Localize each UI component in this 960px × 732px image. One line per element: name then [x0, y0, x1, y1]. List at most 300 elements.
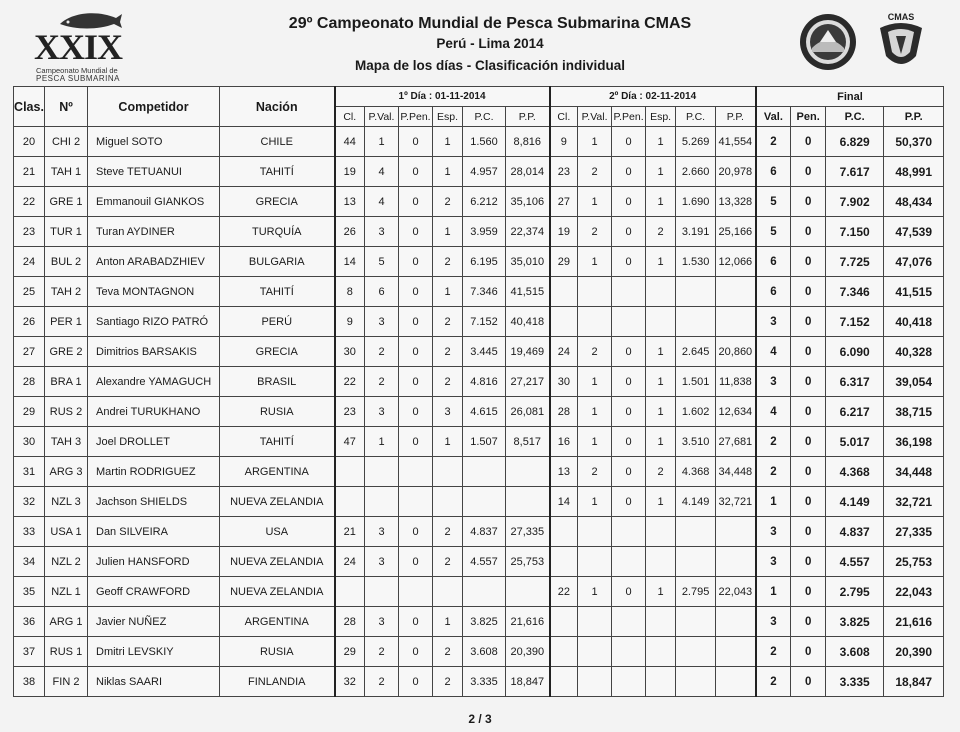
- cell-d1-esp: 1: [433, 427, 463, 457]
- cell-final-pp: 32,721: [884, 487, 944, 517]
- cell-competitor: Javier NUÑEZ: [88, 607, 220, 637]
- cell-d1-cl: 13: [335, 187, 365, 217]
- cell-final-pc: 2.795: [826, 577, 884, 607]
- cell-final-pp: 38,715: [884, 397, 944, 427]
- cell-competitor: Andrei TURUKHANO: [88, 397, 220, 427]
- cell-d2-pp: 34,448: [716, 457, 756, 487]
- cell-d1-pp: 25,753: [506, 547, 550, 577]
- cell-d2-pp: 12,634: [716, 397, 756, 427]
- cell-d2-ppen: [612, 517, 646, 547]
- cell-d1-pp: 35,010: [506, 247, 550, 277]
- table-row: [14, 277, 944, 307]
- cell-nation: RUSIA: [220, 397, 335, 427]
- cell-competitor: Jachson SHIELDS: [88, 487, 220, 517]
- cell-final-pc: 4.557: [826, 547, 884, 577]
- cell-final-pc: 7.617: [826, 157, 884, 187]
- cell-clas: 38: [14, 667, 45, 697]
- cell-competitor: Geoff CRAWFORD: [88, 577, 220, 607]
- cell-final-pc: 4.149: [826, 487, 884, 517]
- cell-clas: 29: [14, 397, 45, 427]
- cell-d2-pc: [676, 277, 716, 307]
- cell-d2-pval: 2: [578, 157, 612, 187]
- cell-d1-pp: [506, 487, 550, 517]
- championship-logo: [30, 8, 134, 82]
- cell-d2-pp: [716, 517, 756, 547]
- cell-final-val: 1: [756, 487, 791, 517]
- cell-d1-pc: 3.825: [463, 607, 506, 637]
- cell-final-pp: 21,616: [884, 607, 944, 637]
- cell-d2-pval: 1: [578, 127, 612, 157]
- cell-d2-cl: 13: [550, 457, 578, 487]
- cell-d1-pp: [506, 457, 550, 487]
- cell-nation: CHILE: [220, 127, 335, 157]
- cell-nation: GRECIA: [220, 187, 335, 217]
- cell-final-val: 3: [756, 517, 791, 547]
- cell-competitor: Dmitri LEVSKIY: [88, 637, 220, 667]
- cell-nation: TURQUÍA: [220, 217, 335, 247]
- cell-d1-ppen: 0: [399, 247, 433, 277]
- cell-nation: FINLANDIA: [220, 667, 335, 697]
- cell-clas: 25: [14, 277, 45, 307]
- cell-final-val: 3: [756, 307, 791, 337]
- cell-d2-pval: [578, 637, 612, 667]
- cell-d2-ppen: 0: [612, 487, 646, 517]
- cell-d1-ppen: 0: [399, 217, 433, 247]
- cell-d1-ppen: 0: [399, 607, 433, 637]
- cell-final-pen: 0: [791, 547, 826, 577]
- cell-final-pen: 0: [791, 367, 826, 397]
- cell-d2-pp: 12,066: [716, 247, 756, 277]
- cell-d1-ppen: 0: [399, 127, 433, 157]
- cell-d1-pp: 27,335: [506, 517, 550, 547]
- cell-nation: USA: [220, 517, 335, 547]
- cell-d2-esp: 2: [646, 217, 676, 247]
- table-row: [14, 367, 944, 397]
- cell-d2-ppen: 0: [612, 397, 646, 427]
- cell-d1-ppen: 0: [399, 367, 433, 397]
- cell-d2-pval: 1: [578, 367, 612, 397]
- page-title: 29º Campeonato Mundial de Pesca Submarina CMAS: [288, 15, 692, 32]
- cell-d1-ppen: 0: [399, 427, 433, 457]
- cell-d2-pc: 1.501: [676, 367, 716, 397]
- cell-d1-esp: 2: [433, 367, 463, 397]
- cell-final-pc: 7.725: [826, 247, 884, 277]
- cell-d2-pval: 1: [578, 427, 612, 457]
- cell-d1-esp: [433, 487, 463, 517]
- cell-d2-cl: 23: [550, 157, 578, 187]
- header-d1-cl: Cl.: [335, 107, 365, 127]
- cell-nation: TAHITÍ: [220, 157, 335, 187]
- cell-clas: 33: [14, 517, 45, 547]
- cell-number: TAH 3: [45, 427, 88, 457]
- header-d1-ppen: P.Pen.: [399, 107, 433, 127]
- cell-d2-pc: 5.269: [676, 127, 716, 157]
- cell-d1-ppen: 0: [399, 667, 433, 697]
- logo-subtitle-2: PESCA SUBMARINA: [36, 74, 120, 83]
- cell-d1-pval: 2: [365, 367, 399, 397]
- cell-nation: TAHITÍ: [220, 427, 335, 457]
- table-row: [14, 547, 944, 577]
- cell-competitor: Miguel SOTO: [88, 127, 220, 157]
- cell-d1-pval: 3: [365, 607, 399, 637]
- cell-d1-pc: 4.615: [463, 397, 506, 427]
- table-row: [14, 487, 944, 517]
- cell-final-pp: 18,847: [884, 667, 944, 697]
- cell-d1-ppen: 0: [399, 517, 433, 547]
- cell-number: GRE 1: [45, 187, 88, 217]
- cell-d1-esp: 3: [433, 397, 463, 427]
- cell-d2-pc: [676, 607, 716, 637]
- cell-d1-pp: 19,469: [506, 337, 550, 367]
- header-d1-pval: P.Val.: [365, 107, 399, 127]
- cell-final-pp: 22,043: [884, 577, 944, 607]
- cell-final-pen: 0: [791, 157, 826, 187]
- cell-final-val: 2: [756, 457, 791, 487]
- cell-d1-ppen: 0: [399, 157, 433, 187]
- cell-d1-pp: 41,515: [506, 277, 550, 307]
- header-final-val: Val.: [756, 107, 791, 127]
- cell-clas: 32: [14, 487, 45, 517]
- cell-d2-esp: 1: [646, 487, 676, 517]
- cell-d2-pc: 1.602: [676, 397, 716, 427]
- cell-competitor: Anton ARABADZHIEV: [88, 247, 220, 277]
- cell-d1-pval: 3: [365, 517, 399, 547]
- cell-d2-cl: 29: [550, 247, 578, 277]
- cell-clas: 22: [14, 187, 45, 217]
- cell-final-pc: 7.150: [826, 217, 884, 247]
- cell-d1-cl: 23: [335, 397, 365, 427]
- cell-d2-pp: 22,043: [716, 577, 756, 607]
- cell-d1-pp: [506, 577, 550, 607]
- cell-nation: ARGENTINA: [220, 607, 335, 637]
- cell-number: BUL 2: [45, 247, 88, 277]
- cell-d1-pval: [365, 577, 399, 607]
- logo-numeral: XXIX: [34, 27, 123, 67]
- cell-number: FIN 2: [45, 667, 88, 697]
- header-day1: 1º Día : 01-11-2014: [335, 87, 550, 107]
- cell-number: TAH 2: [45, 277, 88, 307]
- cell-d2-pc: 1.690: [676, 187, 716, 217]
- cell-final-pc: 7.346: [826, 277, 884, 307]
- cell-competitor: Dimitrios BARSAKIS: [88, 337, 220, 367]
- cell-d2-pval: [578, 607, 612, 637]
- cell-d1-pc: 3.608: [463, 637, 506, 667]
- header-final-pc: P.C.: [826, 107, 884, 127]
- cell-d1-pc: 3.959: [463, 217, 506, 247]
- cell-d1-pp: 35,106: [506, 187, 550, 217]
- cell-d2-cl: [550, 307, 578, 337]
- cell-d2-esp: [646, 547, 676, 577]
- table-row: [14, 337, 944, 367]
- cell-d1-esp: 1: [433, 157, 463, 187]
- cell-d1-pc: 3.445: [463, 337, 506, 367]
- cell-number: ARG 1: [45, 607, 88, 637]
- cell-d2-cl: [550, 547, 578, 577]
- cell-d2-ppen: [612, 637, 646, 667]
- cell-clas: 24: [14, 247, 45, 277]
- cell-d1-esp: 1: [433, 127, 463, 157]
- cell-d2-esp: [646, 607, 676, 637]
- cell-clas: 28: [14, 367, 45, 397]
- header-d2-pval: P.Val.: [578, 107, 612, 127]
- cell-d1-esp: 2: [433, 247, 463, 277]
- cell-d2-esp: 2: [646, 457, 676, 487]
- cell-final-val: 5: [756, 217, 791, 247]
- cell-d2-ppen: 0: [612, 187, 646, 217]
- cell-d1-pc: 3.335: [463, 667, 506, 697]
- table-row: [14, 457, 944, 487]
- cell-d2-ppen: 0: [612, 457, 646, 487]
- cell-final-pen: 0: [791, 517, 826, 547]
- cell-d2-pp: 32,721: [716, 487, 756, 517]
- cell-d1-pval: 2: [365, 637, 399, 667]
- cell-final-pen: 0: [791, 487, 826, 517]
- cell-d1-pc: [463, 577, 506, 607]
- cell-d2-pp: 27,681: [716, 427, 756, 457]
- page-subtitle: Perú - Lima 2014: [436, 36, 544, 51]
- cell-d2-pp: 11,838: [716, 367, 756, 397]
- cell-d2-pc: 2.645: [676, 337, 716, 367]
- cell-d1-pp: 8,816: [506, 127, 550, 157]
- cell-final-pen: 0: [791, 427, 826, 457]
- cell-final-pp: 48,991: [884, 157, 944, 187]
- cell-d2-cl: 16: [550, 427, 578, 457]
- cell-d1-pval: 1: [365, 127, 399, 157]
- cell-d2-pc: 2.660: [676, 157, 716, 187]
- cell-final-pen: 0: [791, 277, 826, 307]
- cell-d2-pp: [716, 607, 756, 637]
- cell-final-val: 6: [756, 277, 791, 307]
- cell-competitor: Emmanouil GIANKOS: [88, 187, 220, 217]
- cell-final-val: 2: [756, 127, 791, 157]
- cell-d2-pc: 3.510: [676, 427, 716, 457]
- cell-number: NZL 3: [45, 487, 88, 517]
- cell-d2-pp: [716, 637, 756, 667]
- cell-final-pc: 3.608: [826, 637, 884, 667]
- cell-nation: NUEVA ZELANDIA: [220, 577, 335, 607]
- cell-d1-pc: 4.816: [463, 367, 506, 397]
- cell-competitor: Dan SILVEIRA: [88, 517, 220, 547]
- cell-d1-pc: [463, 487, 506, 517]
- cell-d2-pc: [676, 667, 716, 697]
- cell-d2-pc: 3.191: [676, 217, 716, 247]
- cell-d2-pc: 2.795: [676, 577, 716, 607]
- cell-d2-pval: 1: [578, 187, 612, 217]
- cell-final-pc: 6.217: [826, 397, 884, 427]
- cell-final-val: 6: [756, 247, 791, 277]
- cell-number: RUS 1: [45, 637, 88, 667]
- cell-d2-esp: 1: [646, 247, 676, 277]
- cell-final-pc: 7.152: [826, 307, 884, 337]
- table-row: [14, 247, 944, 277]
- cell-d2-pc: 4.149: [676, 487, 716, 517]
- cell-d2-pval: 2: [578, 337, 612, 367]
- cell-d1-pval: 5: [365, 247, 399, 277]
- header-final-pp: P.P.: [884, 107, 944, 127]
- cell-d2-pp: [716, 307, 756, 337]
- cell-d2-pval: [578, 547, 612, 577]
- cell-d2-pval: [578, 307, 612, 337]
- cell-number: TUR 1: [45, 217, 88, 247]
- cell-d1-esp: 1: [433, 277, 463, 307]
- cell-final-pp: 36,198: [884, 427, 944, 457]
- cell-d1-esp: 2: [433, 667, 463, 697]
- cell-d1-pc: 6.195: [463, 247, 506, 277]
- cell-competitor: Turan AYDINER: [88, 217, 220, 247]
- cell-d1-pp: 26,081: [506, 397, 550, 427]
- cell-final-pp: 40,328: [884, 337, 944, 367]
- cell-clas: 34: [14, 547, 45, 577]
- cell-d2-pc: 1.530: [676, 247, 716, 277]
- cell-final-pp: 41,515: [884, 277, 944, 307]
- cell-d1-pp: 20,390: [506, 637, 550, 667]
- cell-nation: BULGARIA: [220, 247, 335, 277]
- header-final-pen: Pen.: [791, 107, 826, 127]
- cell-number: PER 1: [45, 307, 88, 337]
- cell-d1-cl: 26: [335, 217, 365, 247]
- cell-d2-esp: 1: [646, 367, 676, 397]
- cell-final-val: 3: [756, 607, 791, 637]
- cell-clas: 27: [14, 337, 45, 367]
- cell-d1-cl: [335, 577, 365, 607]
- cell-final-pp: 34,448: [884, 457, 944, 487]
- table-row: [14, 217, 944, 247]
- cell-d2-esp: [646, 517, 676, 547]
- cell-d2-esp: 1: [646, 187, 676, 217]
- cell-number: NZL 1: [45, 577, 88, 607]
- cell-d1-cl: 21: [335, 517, 365, 547]
- cell-d1-pp: 21,616: [506, 607, 550, 637]
- cell-d1-pp: 18,847: [506, 667, 550, 697]
- cell-final-pen: 0: [791, 457, 826, 487]
- cell-final-pc: 4.837: [826, 517, 884, 547]
- cell-nation: BRASIL: [220, 367, 335, 397]
- section-title: Mapa de los días - Clasificación individual: [354, 58, 626, 73]
- cell-d1-ppen: [399, 487, 433, 517]
- cell-d2-pc: [676, 637, 716, 667]
- cell-d1-ppen: [399, 577, 433, 607]
- cell-d1-esp: 1: [433, 607, 463, 637]
- cell-nation: ARGENTINA: [220, 457, 335, 487]
- cell-d1-cl: 19: [335, 157, 365, 187]
- cell-d2-cl: 14: [550, 487, 578, 517]
- cell-d2-pp: [716, 547, 756, 577]
- cell-d1-pval: 3: [365, 397, 399, 427]
- cell-d1-pval: 3: [365, 217, 399, 247]
- cell-d1-esp: 2: [433, 517, 463, 547]
- header-d1-pc: P.C.: [463, 107, 506, 127]
- cell-final-pc: 6.317: [826, 367, 884, 397]
- cell-d2-pval: 1: [578, 247, 612, 277]
- cell-d2-esp: 1: [646, 337, 676, 367]
- cell-d2-esp: 1: [646, 397, 676, 427]
- cell-final-pc: 4.368: [826, 457, 884, 487]
- cell-d2-pp: [716, 667, 756, 697]
- table-row: [14, 577, 944, 607]
- cell-competitor: Joel DROLLET: [88, 427, 220, 457]
- cell-d2-pc: [676, 517, 716, 547]
- table-row: [14, 427, 944, 457]
- cell-final-val: 2: [756, 427, 791, 457]
- cell-d2-ppen: 0: [612, 157, 646, 187]
- cell-d2-esp: [646, 277, 676, 307]
- cell-d2-esp: 1: [646, 427, 676, 457]
- header-d2-pp: P.P.: [716, 107, 756, 127]
- cell-d1-pval: 3: [365, 547, 399, 577]
- cell-d1-ppen: [399, 457, 433, 487]
- header-d1-pp: P.P.: [506, 107, 550, 127]
- cell-final-pen: 0: [791, 247, 826, 277]
- cell-d1-ppen: 0: [399, 187, 433, 217]
- cell-d1-ppen: 0: [399, 307, 433, 337]
- cell-d2-cl: 27: [550, 187, 578, 217]
- cell-number: USA 1: [45, 517, 88, 547]
- cell-nation: NUEVA ZELANDIA: [220, 547, 335, 577]
- cmas-logo-text: CMAS: [887, 12, 915, 22]
- cell-d2-cl: 19: [550, 217, 578, 247]
- cell-d1-pc: 4.837: [463, 517, 506, 547]
- cell-clas: 30: [14, 427, 45, 457]
- table-row: [14, 607, 944, 637]
- cell-d1-esp: [433, 577, 463, 607]
- cell-final-pen: 0: [791, 187, 826, 217]
- cell-d2-pp: 20,860: [716, 337, 756, 367]
- cell-final-pp: 27,335: [884, 517, 944, 547]
- cell-d1-pp: 40,418: [506, 307, 550, 337]
- cell-final-val: 1: [756, 577, 791, 607]
- cell-d1-pc: 7.152: [463, 307, 506, 337]
- table-row: [14, 307, 944, 337]
- cell-final-pen: 0: [791, 607, 826, 637]
- cell-final-pp: 48,434: [884, 187, 944, 217]
- cell-d1-cl: 30: [335, 337, 365, 367]
- cell-d1-pval: [365, 457, 399, 487]
- cell-competitor: Santiago RIZO PATRÓ: [88, 307, 220, 337]
- cell-final-val: 2: [756, 637, 791, 667]
- cell-final-val: 4: [756, 337, 791, 367]
- cell-d1-cl: [335, 457, 365, 487]
- cell-d1-pc: 1.560: [463, 127, 506, 157]
- cell-d1-cl: 28: [335, 607, 365, 637]
- header-number: Nº: [45, 87, 88, 127]
- cell-d2-pp: 41,554: [716, 127, 756, 157]
- cell-final-pen: 0: [791, 337, 826, 367]
- cell-d1-esp: 2: [433, 187, 463, 217]
- cell-d2-pval: 1: [578, 577, 612, 607]
- cell-nation: TAHITÍ: [220, 277, 335, 307]
- cell-d1-cl: 32: [335, 667, 365, 697]
- cell-d1-cl: 8: [335, 277, 365, 307]
- cell-d2-ppen: [612, 307, 646, 337]
- cell-d2-esp: 1: [646, 157, 676, 187]
- cell-d2-pp: 25,166: [716, 217, 756, 247]
- cell-number: GRE 2: [45, 337, 88, 367]
- cell-d2-pc: [676, 547, 716, 577]
- cell-d2-cl: 28: [550, 397, 578, 427]
- cell-nation: GRECIA: [220, 337, 335, 367]
- cell-d1-cl: 22: [335, 367, 365, 397]
- cell-final-pp: 20,390: [884, 637, 944, 667]
- cell-d1-pval: 2: [365, 337, 399, 367]
- cell-d2-ppen: [612, 607, 646, 637]
- cell-d2-ppen: 0: [612, 247, 646, 277]
- cell-competitor: Alexandre YAMAGUCH: [88, 367, 220, 397]
- cell-competitor: Niklas SAARI: [88, 667, 220, 697]
- table-row: [14, 127, 944, 157]
- cell-final-val: 3: [756, 367, 791, 397]
- cell-final-val: 4: [756, 397, 791, 427]
- cell-final-pp: 50,370: [884, 127, 944, 157]
